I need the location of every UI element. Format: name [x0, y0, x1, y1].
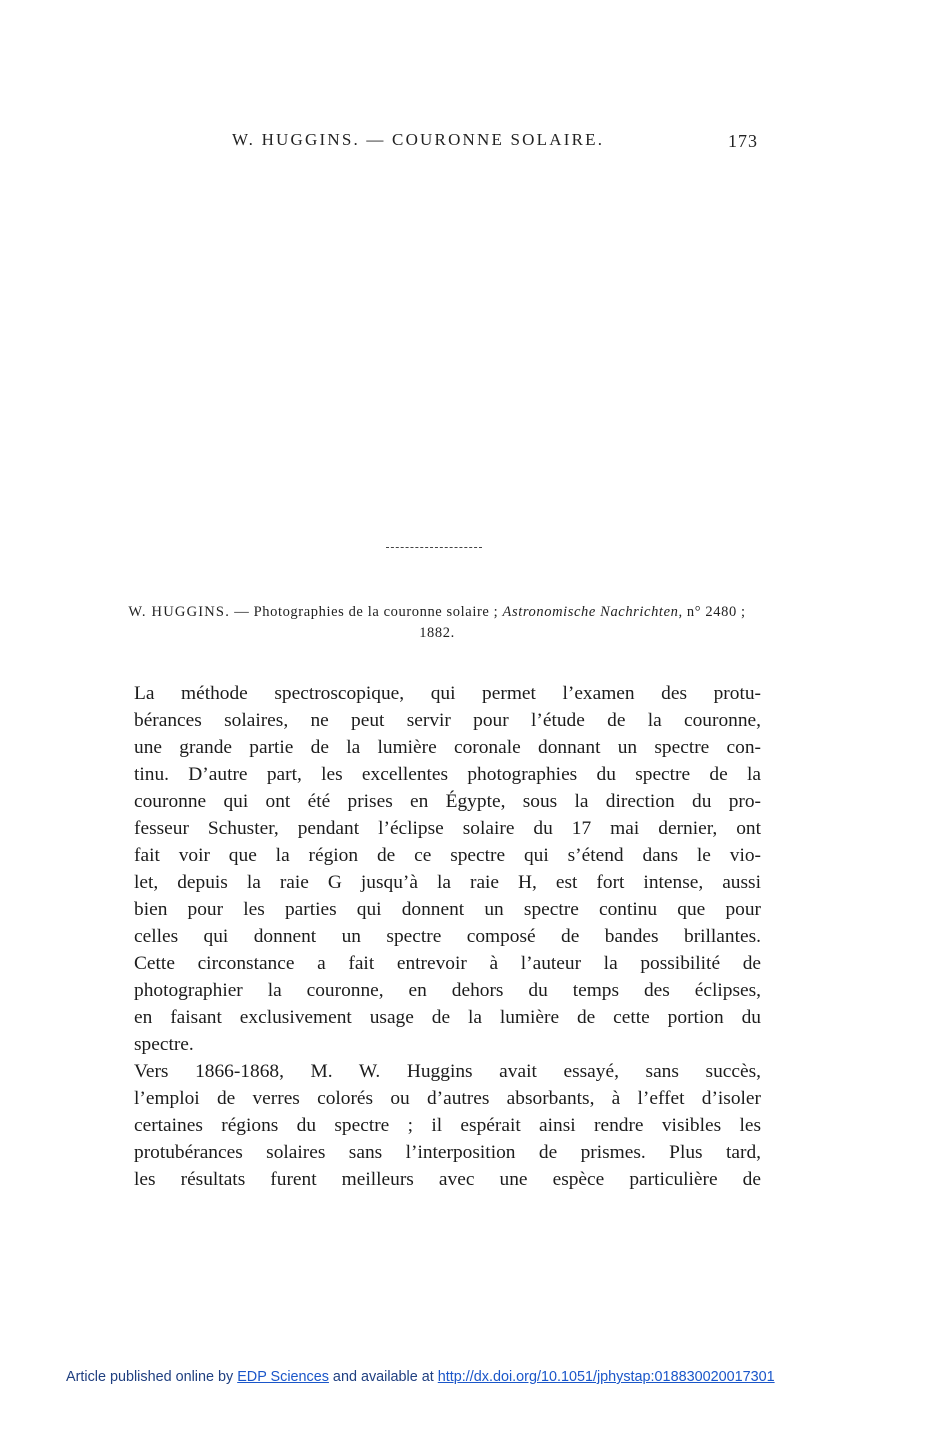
page-number: 173: [728, 131, 758, 151]
text-line: let, depuis la raie G jusqu’à la raie H, est fort intense, aussi: [134, 872, 761, 893]
text-line: fesseur Schuster, pendant l’éclipse solaire du 17 mai dernier, ont: [134, 818, 761, 839]
text-line: certaines régions du spectre ; il espérait ainsi rendre visibles les: [134, 1115, 761, 1136]
text-line: fait voir que la région de ce spectre qui s’étend dans le vio-: [134, 845, 761, 866]
text-line: spectre.: [134, 1034, 194, 1055]
reference-journal: Astronomische Nachrichten,: [502, 604, 683, 620]
reference-author: W. HUGGINS.: [128, 604, 231, 620]
text-line: La méthode spectroscopique, qui permet l’examen des protu-: [134, 683, 761, 704]
reference-dash: —: [230, 604, 254, 620]
text-line: Cette circonstance a fait entrevoir à l’auteur la possibilité de: [134, 953, 761, 974]
reference-title: Photographies de la couronne solaire ;: [253, 604, 499, 620]
text-line: Vers 1866-1868, M. W. Huggins avait essayé, sans succès,: [134, 1061, 761, 1082]
body-text: [116, 680, 761, 1193]
reference-issue: n° 2480 ; 1882.: [419, 604, 746, 641]
paragraph-1: [116, 680, 761, 1058]
publication-footer: [66, 1369, 866, 1385]
text-line: les résultats furent meilleurs avec une espèce particulière de: [134, 1169, 761, 1190]
text-line: bien pour les parties qui donnent un spectre continu que pour: [134, 899, 761, 920]
text-line: l’emploi de verres colorés ou d’autres absorbants, à l’effet d’isoler: [134, 1088, 761, 1109]
bibliographic-reference: [116, 602, 758, 644]
text-line: tinu. D’autre part, les excellentes photographies du spectre de la: [134, 764, 761, 785]
footer-middle: and available at: [328, 1369, 438, 1385]
text-line: une grande partie de la lumière coronale donnant un spectre con-: [134, 737, 761, 758]
doi-link[interactable]: http://dx.doi.org/10.1051/jphystap:018830020017301: [437, 1369, 775, 1385]
publisher-link[interactable]: EDP Sciences: [237, 1369, 329, 1385]
running-title: W. HUGGINS. — COURONNE SOLAIRE.: [232, 130, 605, 149]
text-line: celles qui donnent un spectre composé de bandes brillantes.: [134, 926, 761, 947]
text-line: protubérances solaires sans l’interposition de prismes. Plus tard,: [134, 1142, 761, 1163]
paragraph-2: [116, 1058, 761, 1193]
section-separator: [386, 547, 482, 548]
text-line: couronne qui ont été prises en Égypte, sous la direction du pro-: [134, 791, 761, 812]
footer-prefix: Article published online by: [66, 1369, 238, 1385]
text-line: bérances solaires, ne peut servir pour l’étude de la couronne,: [134, 710, 761, 731]
text-line: photographier la couronne, en dehors du temps des éclipses,: [134, 980, 761, 1001]
running-head: [116, 130, 758, 154]
text-line: en faisant exclusivement usage de la lumière de cette portion du: [134, 1007, 761, 1028]
